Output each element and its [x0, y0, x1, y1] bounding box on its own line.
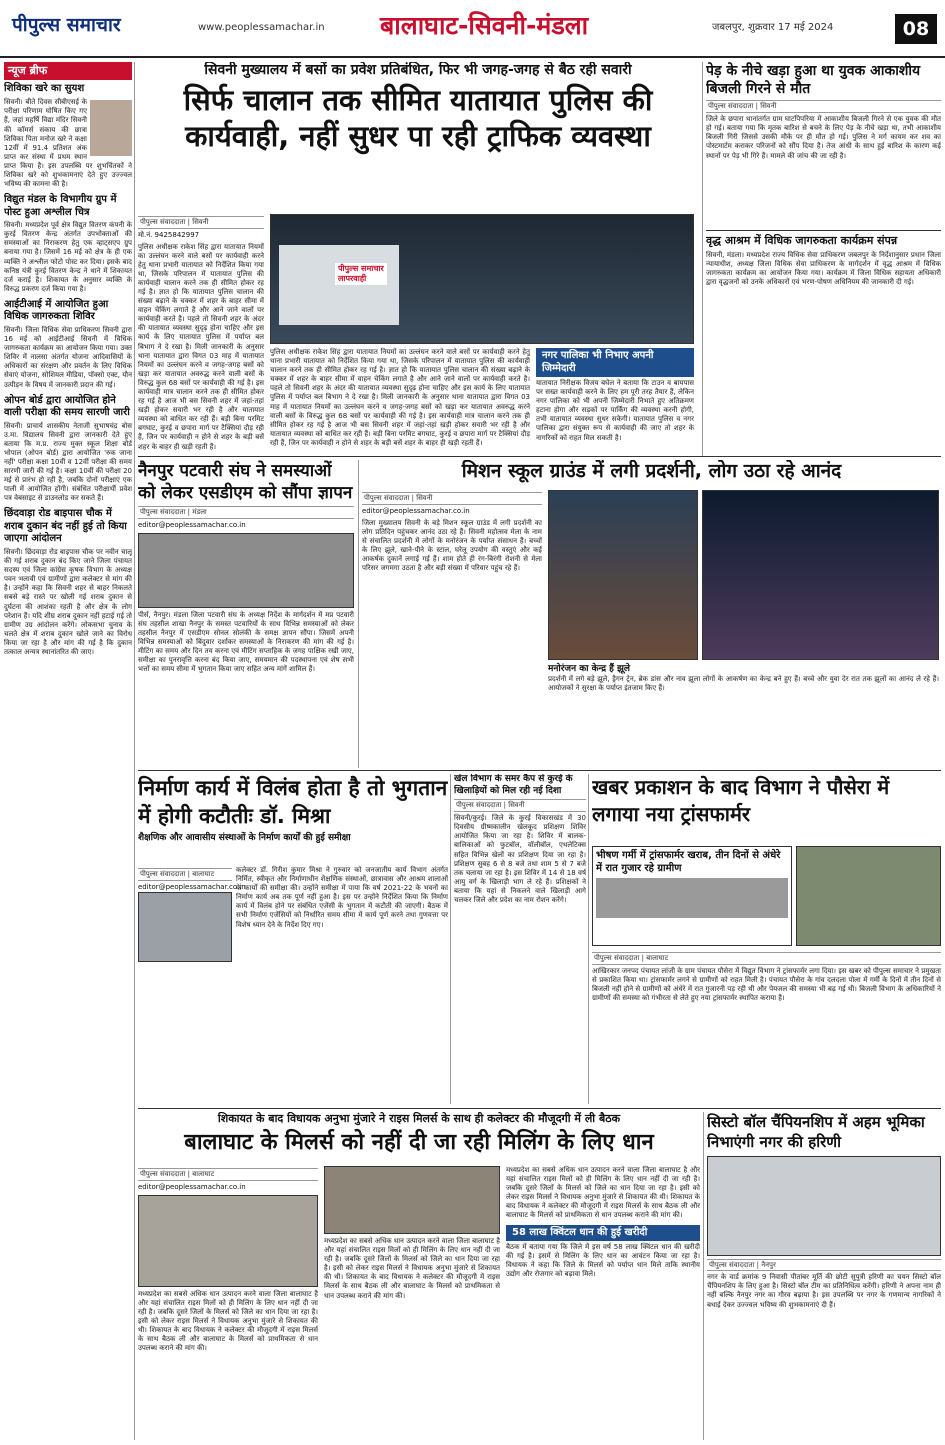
subhead-box: नगर पालिका भी निभाए अपनी जिम्मेदारी	[536, 348, 694, 377]
issue-date: जबलपुर, शुक्रवार 17 मई 2024	[712, 22, 834, 33]
newspaper-logo: पीपुल्स समाचार	[12, 14, 121, 36]
team-photo	[707, 1156, 941, 1256]
meeting-photo	[138, 892, 232, 962]
subhead-body: बैठक में बताया गया कि जिले में इस वर्ष 58 लाख क्विंटल धान की खरीदी की गई है। इसमें से मिलिंग के लिए धान का आवंटन किया जा रहा है। विधायक ने कहा कि जिले के मिलर्स को पर्याप्त धान मिले ताकि स्थानीय उद्योग और रोजगार को बढ़ावा मिले।	[506, 1243, 700, 1279]
article-summer-camp	[454, 774, 586, 1104]
email[interactable]: editor@peoplessamachar.co.in	[138, 520, 246, 529]
byline: पीपुल्स संवाददाता | सिवनी	[138, 216, 264, 229]
brief-heading: छिंदवाड़ा रोड बाइपास चौक में शराब दुकान बंद नहीं हुई तो किया जाएगा आंदोलन	[4, 508, 127, 545]
article-headline: खेल विभाग के समर कैंप से कुरई के खिलाड़ियों को मिल रही नई दिशा	[454, 774, 573, 796]
masthead	[0, 0, 945, 58]
email[interactable]: editor@peoplessamachar.co.in	[362, 506, 470, 515]
website-url[interactable]: www.peoplessamachar.in	[198, 22, 325, 33]
brief-text: सिवनी। छिंदवाड़ा रोड बाइपास चौक पर नवीन चालू की गई शराब दुकान बंद किए जाने जिला पंचायत सदस्य एवं जिला कांग्रेस कृषक विभाग के अध्यक्ष पवन भलावी एवं ग्रामीणों द्वारा कलेक्टर से मांग की है। उन्होंने कहा कि सिवनी शहर से बाहर निकलते सबसे बड़े रास्ते पर खोली गई शराब दुकान से दुर्घटना की आशंका रहती है और क्षेत्र के लोग परेशान हैं। यदि शीघ्र शराब दुकान नहीं हटाई गई तो ग्रामीण उग्र आंदोलन करेंगे। लोकसभा चुनाव के चलते क्षेत्र में शराब दुकान खोले जाने का विरोध किया जा रहा है और मांग की गई है कि दुकान तत्काल अन्यत्र स्थानांतरित की जाए।	[4, 547, 132, 656]
article-headline: पेड़ के नीचे खड़ा हुआ था युवक आकाशीय बिजली गिरने से मौत	[706, 63, 921, 98]
subheading: मनोरंजन का केन्द्र हैं झूले	[548, 664, 630, 674]
news-brief-tag: न्यूज ब्रीफ	[4, 62, 132, 80]
article-body: पुलिस अधीक्षक राकेश सिंह द्वारा यातायात नियमों का उल्लंघन करने वाले बसों पर कार्यवाही करने हेतु थाना प्रभारी यातायात को निर्देशित किया गया था, जिसके परिपालन में यातायात पुलिस की कार्यवाही चालान करने तक ही सीमित होकर रह गई है। ज्ञात हो कि यातायात पुलिस चालान की संख्या बढ़ाने के चक्कर में शहर के बाहर सीमा में वाहन चेकिंग लगाते है और आने जाने वालों पर कार्यवाही करते है। पहले तो सिवनी शहर के अंदर की यातायात व्यवस्था सुदृढ़ होना चाहिए और इस कार्य के लिए यातायात पुलिस में पर्याप्त बल बिभाग ने दे रखा है। मिली जानकारी के अनुसार थाना यातायात द्वारा विगत 03 माह में यातायात नियमों का उल्लंघन करने व जगह-जगह बसों को खड़ा कर यातायात अवरुद्ध करने वाली बसों के विरुद्ध कुल 68 बसों पर कार्यवाही की गई है। इस कार्यवाही मात्र चालान करने तक ही सीमित होकर रह गई है आज भी बस सिवनी शहर में जहां-तहां खड़ी होकर सवारी भर रही है और यातायात व्यवस्था को बाधित कर रही हैं। बड़ी बिना परमिट बगघाट, कुरई व छपारा मार्ग पर टैक्सियां दौड़ रही हैं, जिन पर कार्यवाही न होने से शहर के बड़ी बसें शहर के बाहर ही खड़ी रहती हैं।	[138, 242, 264, 451]
byline: पीपुल्स संवाददाता | बालाघाट	[138, 1168, 318, 1181]
brief-heading: विद्युत मंडल के विभागीय ग्रुप में पोस्ट हुआ अश्लील चित्र	[4, 194, 117, 218]
article-body: आखिरकार जनपद पंचायत लांजी के ग्राम पंचायत पौसेरा में विद्युत विभाग ने ट्रांसफार्मर लगा दिया। इस खबर को पीपुल्स समाचार ने प्रमुखता से प्रकाशित किया था। ट्रांसफार्मर लगने से ग्रामीणों को राहत मिली है। पंचायत पौसेरा के गांव दलदला पोला में गर्मी के दिनों में तीन दिनों से बिजली नहीं होने से ग्रामीणों को अंधेरे में रात गुजारनी पड़ रही थी और पेयजल की समस्या भी बढ़ गई थी। बिजली विभाग के अधिकारियों ने ग्रामीणों की समस्या को गंभीरता से लेते हुए नया ट्रांसफार्मर स्थापित कराया है।	[592, 966, 941, 1003]
article-body: नगर के वार्ड क्रमांक 9 निवासी पीतांबर मूर्ति की छोटी सुपुत्री हरिणी का चयन सिस्टो बॉल चैंपियनशिप के लिए हुआ है। सिस्टो बॉल टीम का प्रतिनिधित्व करेंगी। हरिणी ने अपना नाम ही नहीं बल्कि नैनपुर नगर का गौरव बढ़ाया है। इस उपलब्धि पर नगर के गणमान्य नागरिकों ने बधाई देकर उज्ज्वल भविष्य की शुभकामनाएं दी हैं।	[707, 1273, 941, 1309]
article-construction	[138, 774, 448, 1104]
article-body-continued: मध्यप्रदेश का सबसे अधिक धान उत्पादन करने वाला जिला बालाघाट है और यहां संचालित राइस मिलों को ही मिलिंग के लिए धान नहीं दी जा रही है। जबकि दूसरे जिलों के मिलर्स को जिले का धान दिया जा रहा है। इसी को लेकर राइस मिलर्स ने विधायक अनुभा मुंजारे से शिकायत की थी। शिकायत के बाद विधायक ने कलेक्टर की मौजूदगी में राइस मिलर्स के साथ बैठक ली और बालाघाट के मिलर्स को प्राथमिकता से धान उपलब्ध कराने की मांग की।	[324, 1237, 500, 1300]
byline: पीपुल्स संवाददाता | बालाघाट	[138, 868, 232, 881]
transformer-photo	[796, 846, 941, 946]
byline: पीपुल्स संवाददाता | सिवनी	[706, 100, 941, 113]
news-brief-column	[4, 62, 132, 1440]
article-subheadline: शैक्षणिक और आवासीय संस्थाओं के निर्माण कार्यों की हुई समीक्षा	[138, 832, 351, 843]
subheading-body: प्रदर्शनी में लगे बड़े झूले, ड्रैगन ट्रेन, ब्रेक डांस और नाव झूला लोगों के आकर्षण का केन्द्र बने हुए हैं। बच्चे और युवा देर रात तक झूलों का आनंद ले रहे हैं। आयोजकों ने सुरक्षा के पर्याप्त इंतजाम किए हैं।	[548, 675, 939, 693]
article-body: पीर्स, नैनपुर। मंडला जिला पटवारी संघ के अध्यक्ष निर्देश के मार्गदर्शन में मप्र पटवारी संघ तहसील शाखा नैनपुर के समस्त पटवारियों के साथ विभिन्न समस्याओं को लेकर तहसील नैनपुर में एसडीएम सोनल सोलंकी के समक्ष ज्ञापन सौंपा। जिसमें अपनी विभिन्न समस्याओं को बिंदुवार दर्शाकर समस्याओं के निराकरण की मांग की गई है। मीटिंग का समय और दिन तय करना एवं मीटिंग सप्ताहिक के जगह पाक्षिक रखी जाए, समीक्षा का पुनरावृत्ति करना बंद किया जाए, समयमान की पदस्थापना एवं शेष सभी भत्तों का समय सीमा में भुगतान किया जाए सहित अन्य मांगें शामिल हैं।	[138, 610, 354, 674]
student-photo	[90, 100, 132, 156]
byline: पीपुल्स संवाददाता | नैनपुर	[707, 1259, 941, 1272]
article-legal-awareness	[706, 234, 941, 454]
article-exhibition	[362, 460, 941, 768]
brief-heading: आईटीआई में आयोजित हुआ विधिक जागरुकता शिविर	[4, 298, 109, 323]
traffic-photo	[270, 214, 694, 344]
email[interactable]: editor@peoplessamachar.co.in	[138, 1182, 246, 1191]
section-title: बालाघाट-सिवनी-मंडला	[380, 11, 589, 40]
subhead-box: 58 लाख क्विंटल धान की हुई खरीदी	[506, 1225, 700, 1242]
article-headline: नैनपुर पटवारी संघ ने समस्याओं को लेकर एसडीएम को सौंपा ज्ञापन	[138, 461, 353, 504]
photo-label: पीपुल्स समाचार लापरवाही	[335, 263, 387, 285]
article-lightning	[706, 62, 941, 230]
clipping-photo	[596, 878, 788, 918]
article-body: जिला मुख्यालय सिवनी के बड़े मिशन स्कूल ग्राउंड में लगी प्रदर्शनी का लोग प्रतिदिन पहुंचकर आनंद उठा रहे हैं। सिवनी महोत्सव मेला के नाम से संचालित प्रदर्शनी में लोगों के मनोरंजन के पर्याप्त संसाधन हैं। बच्चों के लिए झूले, खाने-पीने के स्टाल, घरेलू उपयोग की वस्तुएं और कई आकर्षक दुकानें लगाई गई हैं। शाम होते ही रंग-बिरंगी रोशनी से मेला परिसर जगमगा उठता है और बड़ी संख्या में परिवार पहुंच रहे हैं।	[362, 518, 542, 572]
article-body: कलेक्टर डॉ. गिरीश कुमार मिश्रा ने गुरुवार को जनजातीय कार्य विभाग अंतर्गत निर्मित, स्वीकृत और निर्माणाधीन शैक्षणिक संस्थाओं, छात्रावास और आश्रम शालाओं के कार्यों की समीक्षा की। उन्होंने समीक्षा में पाया कि वर्ष 2021-22 के भवनों का निर्माण कार्य अब तक पूर्ण नहीं हुआ है। इस पर उन्होंने निर्देशित किया कि निर्माण कार्य में विलंब होने पर संबंधित एजेंसी के भुगतान में कटौती की जाएगी। बैठक में सभी निर्माण एजेंसियों को निर्धारित समय सीमा में कार्य पूर्ण करने तथा गुणवत्ता पर विशेष ध्यान देने के निर्देश दिए गए।	[236, 866, 448, 929]
bus-shape	[279, 245, 399, 325]
article-traffic	[138, 62, 698, 452]
millers-meeting-photo	[138, 1195, 318, 1287]
fair-photo-2	[702, 490, 939, 660]
subhead-body: यातायात निरीक्षक विजय बघेल ने बताया कि टाउन व बायपास पर सख्त कार्यवाही करने के लिए हम पूरी तरह तैयार हैं, लेकिन नगर पालिका को भी अपनी जिम्मेदारी निभाते हुए अतिक्रमण हटाना होगा और सड़कों पर पार्किंग की व्यवस्था करनी होगी, तभी यातायात व्यवस्था सुधर सकेगी। यातायात पुलिस व नगर पालिका द्वारा संयुक्त रूप से कार्यवाही की जाए तो शहर के नागरिकों को राहत मिल सकती है।	[536, 379, 694, 442]
byline: पीपुल्स संवाददाता | सिवनी	[454, 799, 586, 812]
byline: पीपुल्स संवाददाता | सिवनी	[362, 492, 542, 505]
article-headline: सिस्टो बॉल चैंपियनशिप में अहम भूमिका निभाएंगी नगर की हरिणी	[707, 1113, 925, 1152]
clipping-headline: भीषण गर्मी में ट्रांसफार्मर खराब, तीन दिनों से अंधेरे में रात गुजार रहे ग्रामीण	[596, 850, 781, 874]
article-body: जिले के छपारा थानांतर्गत ग्राम घाटपिपरिया में आकाशीय बिजली गिरने से एक युवक की मौत हो गई। बताया गया कि मृतक बारिश से बचने के लिए पेड़ के नीचे खड़ा था, तभी आकाशीय बिजली गिरी जिससे उसकी मौके पर ही मौत हो गई। पुलिस ने मर्ग कायम कर शव का पोस्टमार्टम कराकर परिजनों को सौंप दिया है। तेज आंधी के साथ हुई बारिश के कारण कई स्थानों पर पेड़ भी गिरे हैं। मामले की जांच की जा रही है।	[706, 115, 941, 160]
brief-text: सिवनी। जिला विधिक सेवा प्राधिकरण सिवनी द्वारा 16 मई को आईटीआई सिवनी में विधिक जागरुकता कार्यक्रम का आयोजन किया गया। उक्त शिविर में नालसा अंतर्गत योजना आदिवासियों के अधिकारों का संरक्षण और प्रवर्तन के लिए विधिक सेवाएं योजना, सोशियल मीडिया, पॉक्सो एक्ट, यौन उत्पीड़न के विषय में जानकारी प्रदान की गई।	[4, 325, 132, 389]
article-kicker: सिवनी मुख्यालय में बसों का प्रवेश प्रतिबंधित, फिर भी जगह-जगह से बैठ रही सवारी	[204, 62, 632, 78]
article-headline: सिर्फ चालान तक सीमित यातायात पुलिस की कार्यवाही, नहीं सुधर पा रही ट्राफिक व्यवस्था	[183, 82, 653, 153]
article-headline: निर्माण कार्य में विलंब होता है तो भुगतान में होगी कटौतीः डॉ. मिश्रा	[138, 776, 448, 829]
brief-text: सिवनी। बीते दिवस सीबीएसई के परीक्षा परिणाम घोषित किए गए हैं, जहां महर्षि विद्या मंदिर सिवनी की कॉमर्स संकाय की छात्रा शिविका पिता मनोज खरे ने कक्षा 12वीं में 91.4 प्रतिशत अंक प्राप्त कर संस्था में प्रथम स्थान प्राप्त किया है। इस उपलब्धि पर शुभचिंतकों ने शिविका खरे को शुभकामनाएं देते हुए उज्ज्वल भविष्य की कामना की है।	[4, 98, 132, 189]
article-body-continued: पुलिस अधीक्षक राकेश सिंह द्वारा यातायात नियमों का उल्लंघन करने वाले बसों पर कार्यवाही करने हेतु थाना प्रभारी यातायात को निर्देशित किया गया था, जिसके परिपालन में यातायात पुलिस की कार्यवाही चालान करने तक ही सीमित होकर रह गई है। ज्ञात हो कि यातायात पुलिस चालान की संख्या बढ़ाने के चक्कर में शहर के बाहर सीमा में वाहन चेकिंग लगाते है और आने जाने वालों पर कार्यवाही करते है। पहले तो सिवनी शहर के अंदर की यातायात व्यवस्था सुदृढ़ होना चाहिए और इस कार्य के लिए यातायात पुलिस में पर्याप्त बल बिभाग ने दे रखा है। मिली जानकारी के अनुसार थाना यातायात द्वारा विगत 03 माह में यातायात नियमों का उल्लंघन करने व जगह-जगह बसों को खड़ा कर यातायात अवरुद्ध करने वाली बसों के विरुद्ध कुल 68 बसों पर कार्यवाही की गई है। इस कार्यवाही मात्र चालान करने तक ही सीमित होकर रह गई है आज भी बस सिवनी शहर में जहां-तहां खड़ी होकर सवारी भर रही है और यातायात व्यवस्था को बाधित कर रही हैं। बड़ी बिना परमिट बगघाट, कुरई व छपारा मार्ग पर टैक्सियां दौड़ रही हैं, जिन पर कार्यवाही न होने से शहर के बड़ी बसें शहर के बाहर ही खड़ी रहती हैं।	[270, 348, 530, 447]
patwari-photo	[138, 533, 354, 608]
article-body: मध्यप्रदेश का सबसे अधिक धान उत्पादन करने वाला जिला बालाघाट है और यहां संचालित राइस मिलों को ही मिलिंग के लिए धान नहीं दी जा रही है। जबकि दूसरे जिलों के मिलर्स को जिले का धान दिया जा रहा है। इसी को लेकर राइस मिलर्स ने विधायक अनुभा मुंजारे से शिकायत की थी। शिकायत के बाद विधायक ने कलेक्टर की मौजूदगी में राइस मिलर्स के साथ बैठक ली और बालाघाट के मिलर्स को प्राथमिकता से धान उपलब्ध कराने की मांग की।	[138, 1289, 318, 1353]
brief-heading: ओपन बोर्ड द्वारा आयोजित होने वाली परीक्षा की समय सारणी जारी	[4, 394, 130, 419]
article-patwari	[138, 460, 354, 768]
article-millers	[138, 1112, 700, 1440]
article-headline: खबर प्रकाशन के बाद विभाग ने पौसेरा में लगाया नया ट्रांसफार्मर	[592, 775, 890, 826]
brief-text: सिवनी। प्राचार्य शासकीय नेताजी सुभाषचंद्र बोस उ.मा. विद्यालय सिवनी द्वारा जानकारी देते हुए बताया कि म.प्र. राज्य मुक्त स्कूल शिक्षा बोर्ड भोपाल (ओपन बोर्ड) द्वारा आयोजित 'रुक जाना नहीं' परीक्षा कक्षा 10वीं व 12वीं परीक्षा की समय सारणी जारी की गई है। कक्षा 10वीं की परीक्षा 20 मई से प्रारंभ हो रही है, जबकि दोनों परीक्षाएं एक पाली में आयोजित होंगी। संबंधित परीक्षार्थी प्रवेश पत्र वेबसाइट से डाउनलोड कर सकते हैं।	[4, 421, 132, 503]
article-sisto-ball	[707, 1112, 941, 1440]
article-headline: बालाघाट के मिलर्स को नहीं दी जा रही मिलिंग के लिए धान	[184, 1129, 654, 1155]
article-body: सिवनी, मंडला। मध्यप्रदेश राज्य विधिक सेवा प्राधिकरण जबलपुर के निर्देशानुसार प्रधान जिला न्यायाधीश, अध्यक्ष जिला विधिक सेवा प्राधिकरण के मार्गदर्शन में वृद्ध आश्रम में विधिक जागरुकता कार्यक्रम का आयोजन किया गया। कार्यक्रम में जिला विधिक सहायता अधिकारी द्वारा वृद्धजनों को उनके अधिकारों एवं भरण-पोषण अधिनियम की जानकारी दी गई।	[706, 250, 941, 287]
email[interactable]: editor@peoplessamachar.co.in	[138, 882, 246, 891]
millers-photo-2	[324, 1166, 500, 1234]
brief-heading: शिविका खरे का सुयश	[4, 82, 85, 94]
byline: पीपुल्स संवाददाता | बालाघाट	[592, 952, 941, 965]
article-body-continued: मध्यप्रदेश का सबसे अधिक धान उत्पादन करने वाला जिला बालाघाट है और यहां संचालित राइस मिलों को ही मिलिंग के लिए धान नहीं दी जा रही है। जबकि दूसरे जिलों के मिलर्स को जिले का धान दिया जा रहा है। इसी को लेकर राइस मिलर्स ने विधायक अनुभा मुंजारे से शिकायत की थी। शिकायत के बाद विधायक ने कलेक्टर की मौजूदगी में राइस मिलर्स के साथ बैठक ली और बालाघाट के मिलर्स को प्राथमिकता से धान उपलब्ध कराने की मांग की।	[506, 1166, 700, 1220]
article-headline: मिशन स्कूल ग्राउंड में लगी प्रदर्शनी, लोग उठा रहे आनंद	[461, 460, 842, 482]
mobile-number: मो.नं. 9425842997	[138, 230, 200, 239]
article-transformer	[592, 774, 941, 1104]
brief-text: सिवनी। मध्यप्रदेश पूर्व क्षेत्र विद्युत वितरण कंपनी के कुरई वितरण केन्द्र अंतर्गत उपभोक्ताओं की समस्याओं का निराकरण हेतु एक व्हाट्सएप ग्रुप बनाया गया है। जिसमें 16 मई को क्षेत्र के ही एक व्यक्ति ने अश्लील फोटो पोस्ट कर दिया। इसके बाद कनिष्ठ यंत्री कुरई वितरण केन्द्र ने थाने में शिकायत दर्ज कराई है। शिकायत के अनुसार व्यक्ति के विरुद्ध प्रकरण दर्ज किया गया है।	[4, 221, 132, 293]
page-number: 08	[895, 14, 937, 44]
article-kicker: शिकायत के बाद विधायक अनुभा मुंजारे ने राइस मिलर्स के साथ ही कलेक्टर की मौजूदगी में ली बैठक	[217, 1112, 621, 1125]
byline: पीपुल्स संवाददाता | मंडला	[138, 506, 354, 519]
article-body: सिवनी/कुरई। जिले के कुरई विकासखंड में 30 दिवसीय ग्रीष्मकालीन खेलकूद प्रशिक्षण शिविर आयोजित किया जा रहा है। शिविर में बालक-बालिकाओं को फुटबॉल, वॉलीबॉल, एथलेटिक्स सहित विभिन्न खेलों का प्रशिक्षण दिया जा रहा है। प्रशिक्षण सुबह 6 से 8 बजे तथा शाम 5 से 7 बजे तक चलाया जा रहा है। इस शिविर में 14 से 18 वर्ष आयु वर्ग के खिलाड़ी भाग ले रहे हैं। प्रशिक्षकों ने बताया कि यहां से निकलने वाले खिलाड़ी आगे चलकर जिले और प्रदेश का नाम रोशन करेंगे।	[454, 814, 586, 904]
clipping-box	[592, 846, 792, 946]
article-headline: वृद्ध आश्रम में विधिक जागरुकता कार्यक्रम संपन्न	[706, 234, 898, 247]
fair-photo-1	[548, 490, 698, 660]
